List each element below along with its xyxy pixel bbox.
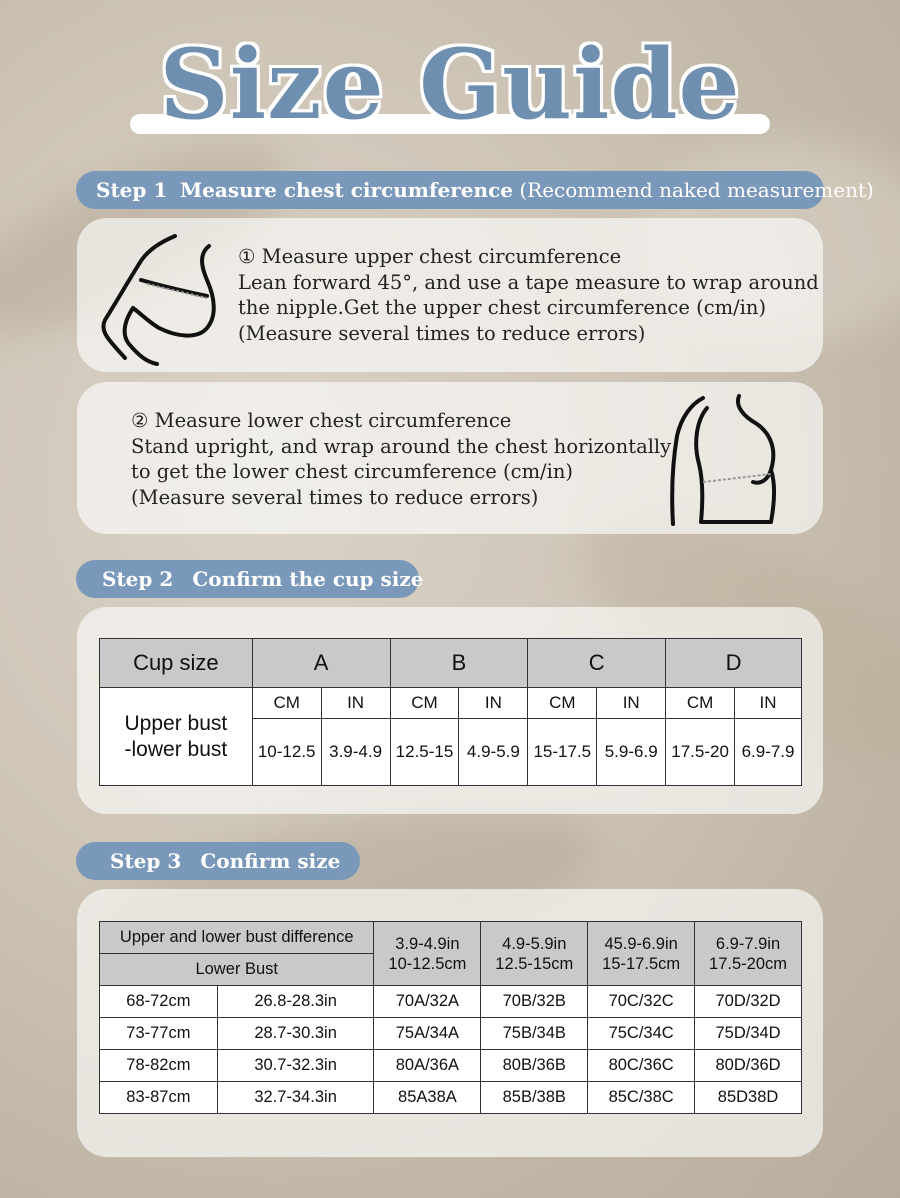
size-cell: 70C/32C xyxy=(588,986,695,1018)
difference-column-header xyxy=(481,922,588,986)
lower-chest-figure-icon xyxy=(663,390,793,530)
size-cell: 70B/32B xyxy=(481,986,588,1018)
step3-label: Step 3 xyxy=(110,849,182,873)
cup-header-d: D xyxy=(666,639,802,688)
difference-column-header xyxy=(374,922,481,986)
cup-size-table xyxy=(99,638,802,786)
unit-cell: IN xyxy=(321,688,390,719)
lower-bust-in: 30.7-32.3in xyxy=(217,1050,374,1082)
unit-cell: IN xyxy=(597,688,666,719)
lower-step-line: (Measure several times to reduce errors) xyxy=(131,485,539,509)
lower-bust-cm: 83-87cm xyxy=(100,1082,218,1114)
bust-difference-label-line: Upper bust xyxy=(124,711,228,735)
upper-chest-figure-icon xyxy=(89,224,229,374)
bust-difference-label xyxy=(100,688,253,786)
value-cell: 6.9-7.9 xyxy=(735,719,802,786)
unit-cell: IN xyxy=(735,688,802,719)
size-cell: 85B/38B xyxy=(481,1082,588,1114)
value-cell: 10-12.5 xyxy=(252,719,321,786)
size-cell: 75A/34A xyxy=(374,1018,481,1050)
size-cell: 80D/36D xyxy=(695,1050,802,1082)
upper-step-line: (Measure several times to reduce errors) xyxy=(238,321,646,345)
cup-header-a: A xyxy=(252,639,390,688)
lower-measure-card xyxy=(77,382,823,534)
table-row xyxy=(100,1018,802,1050)
upper-measure-card xyxy=(77,218,823,372)
lower-step-line: to get the lower chest circumference (cm/in) xyxy=(131,460,574,483)
difference-column-header xyxy=(695,922,802,986)
column-cm: 15-17.5cm xyxy=(602,954,681,973)
lower-bust-header: Lower Bust xyxy=(100,954,374,986)
table-row xyxy=(100,1050,802,1082)
unit-cell: CM xyxy=(390,688,459,719)
value-cell: 5.9-6.9 xyxy=(597,719,666,786)
step1-label: Step 1 xyxy=(96,178,168,202)
difference-column-header xyxy=(588,922,695,986)
upper-step-title: ① Measure upper chest circumference xyxy=(238,245,622,268)
column-cm: 17.5-20cm xyxy=(709,954,788,973)
size-cell: 85D38D xyxy=(695,1082,802,1114)
lower-bust-in: 26.8-28.3in xyxy=(217,986,374,1018)
unit-cell: CM xyxy=(252,688,321,719)
size-cell: 75C/34C xyxy=(588,1018,695,1050)
column-cm: 12.5-15cm xyxy=(495,954,574,973)
size-cell: 75D/34D xyxy=(695,1018,802,1050)
bust-difference-label-line: -lower bust xyxy=(124,737,228,761)
step2-heading: Confirm the cup size xyxy=(192,567,424,591)
size-cell: 85C/38C xyxy=(588,1082,695,1114)
step1-note: (Recommend naked measurement) xyxy=(519,178,874,202)
lower-bust-in: 32.7-34.3in xyxy=(217,1082,374,1114)
step3-heading: Confirm size xyxy=(200,849,341,873)
value-cell: 12.5-15 xyxy=(390,719,459,786)
lower-bust-cm: 68-72cm xyxy=(100,986,218,1018)
upper-step-line: the nipple.Get the upper chest circumference (cm/in) xyxy=(238,296,767,319)
lower-step-title: ② Measure lower chest circumference xyxy=(131,409,512,432)
page-title: Size Guide xyxy=(159,28,741,141)
size-cell: 80A/36A xyxy=(374,1050,481,1082)
unit-cell: CM xyxy=(666,688,735,719)
size-cell: 75B/34B xyxy=(481,1018,588,1050)
upper-step-line: Lean forward 45°, and use a tape measure to wrap around xyxy=(238,270,819,294)
column-in: 3.9-4.9in xyxy=(395,934,460,953)
step2-pill xyxy=(76,560,424,598)
table-row xyxy=(100,1082,802,1114)
size-cell: 70D/32D xyxy=(695,986,802,1018)
size-cell: 80C/36C xyxy=(588,1050,695,1082)
cup-header-c: C xyxy=(528,639,666,688)
step2-label: Step 2 xyxy=(102,567,174,591)
step3-pill xyxy=(76,842,360,880)
size-cell: 85A38A xyxy=(374,1082,481,1114)
lower-step-line: Stand upright, and wrap around the chest horizontally xyxy=(131,434,672,458)
value-cell: 3.9-4.9 xyxy=(321,719,390,786)
lower-bust-cm: 73-77cm xyxy=(100,1018,218,1050)
table-row xyxy=(100,986,802,1018)
column-in: 4.9-5.9in xyxy=(502,934,567,953)
cup-header-b: B xyxy=(390,639,528,688)
size-table xyxy=(99,921,802,1114)
step1-pill xyxy=(76,171,874,209)
lower-bust-in: 28.7-30.3in xyxy=(217,1018,374,1050)
size-cell: 70A/32A xyxy=(374,986,481,1018)
lower-bust-cm: 78-82cm xyxy=(100,1050,218,1082)
value-cell: 17.5-20 xyxy=(666,719,735,786)
size-cell: 80B/36B xyxy=(481,1050,588,1082)
unit-cell: CM xyxy=(528,688,597,719)
unit-cell: IN xyxy=(459,688,528,719)
column-cm: 10-12.5cm xyxy=(388,954,467,973)
value-cell: 15-17.5 xyxy=(528,719,597,786)
cup-size-corner: Cup size xyxy=(100,639,253,688)
bust-difference-header: Upper and lower bust difference xyxy=(100,922,374,954)
column-in: 6.9-7.9in xyxy=(715,934,781,953)
step1-heading: Measure chest circumference xyxy=(180,178,513,202)
value-cell: 4.9-5.9 xyxy=(459,719,528,786)
column-in: 45.9-6.9in xyxy=(604,934,678,953)
